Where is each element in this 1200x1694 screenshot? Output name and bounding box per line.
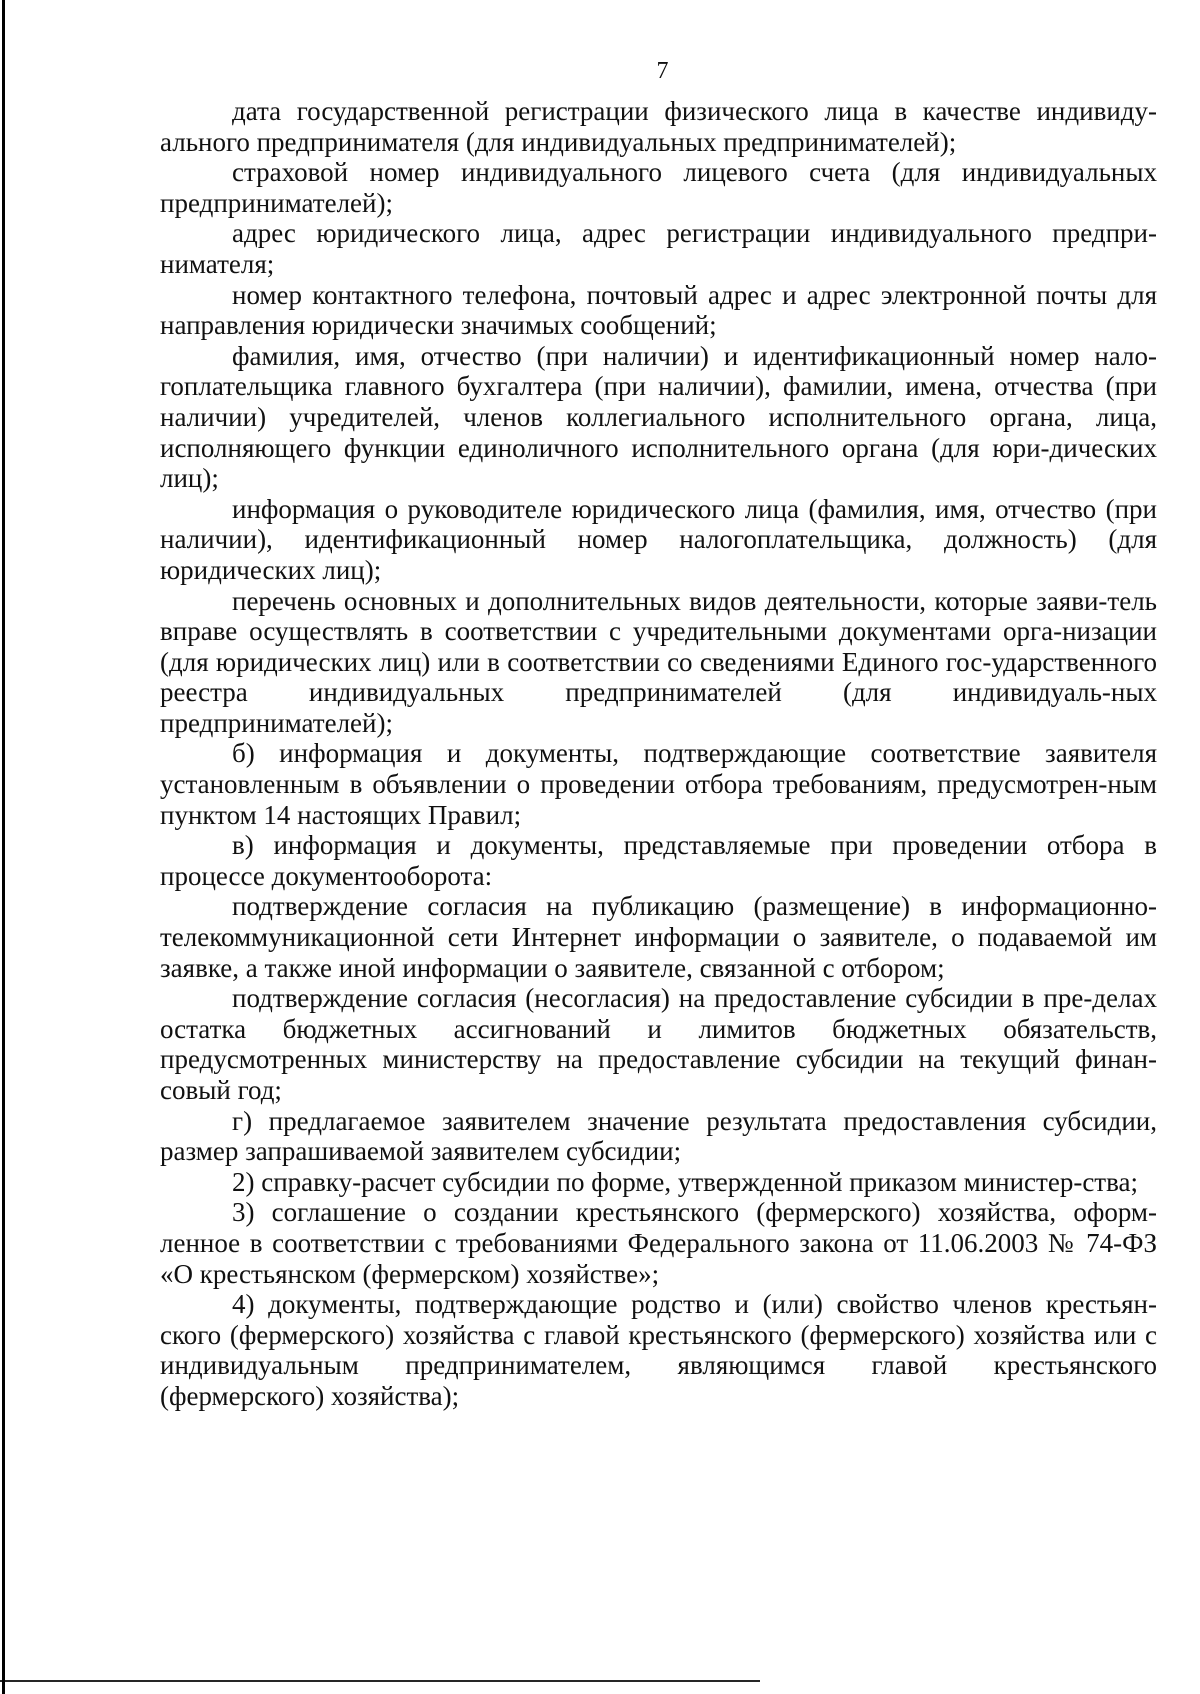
scan-edge-left [2,0,5,1694]
paragraph-address: адрес юридического лица, адрес регистрации индивидуального предпри-нимателя; [160,218,1157,279]
page-number: 7 [656,58,669,84]
paragraph-publication-consent: подтверждение согласия на публикацию (размещение) в информационно-телекоммуникационной сети Интернет информации о заявителе, о подаваемой им заявке, а также иной информации о заявителе, связанной с отбором; [160,891,1157,983]
paragraph-item-4: 4) документы, подтверждающие родство и (или) свойство членов крестьян-ского (фермерского) хозяйства с главой крестьянского (фермерского) хозяйства или с индивидуальным предпринимателем, являющимся главой крестьянского (фермерского) хозяйства); [160,1289,1157,1411]
paragraph-head-info: информация о руководителе юридического лица (фамилия, имя, отчество (при наличии), идентификационный номер налогоплательщика, должность) (для юридических лиц); [160,493,1157,585]
paragraph-chief-accountant: фамилия, имя, отчество (при наличии) и идентификационный номер нало-гоплательщика главного бухгалтера (при наличии), фамилии, имена, отчества (при наличии) учредителей, членов коллегиального исполнительного органа, лица, исполняющего функции единоличного исполнительного органа (для юри-дических лиц); [160,340,1157,494]
scan-edge-bottom [0,1680,760,1682]
paragraph-item-3: 3) соглашение о создании крестьянского (фермерского) хозяйства, оформ-ленное в соответствии с требованиями Федерального закона от 11.06.2003 № 74-ФЗ «О крестьянском (фермерском) хозяйстве»; [160,1197,1157,1289]
paragraph-contacts: номер контактного телефона, почтовый адрес и адрес электронной почты для направления юридически значимых сообщений; [160,279,1157,341]
paragraph-subsidy-consent: подтверждение согласия (несогласия) на предоставление субсидии в пре-делах остатка бюджетных ассигнований и лимитов бюджетных обязательств, предусмотренных министерству на предоставление субсидии на текущий финан-совый год; [160,983,1157,1105]
paragraph-activities: перечень основных и дополнительных видов деятельности, которые заяви-тель вправе осуществлять в соответствии с учредительными документами орга-низации (для юридических лиц) или в соответствии со сведениями Единого гос-ударственного реестра индивидуальных предпринимателей (для индивидуаль-ных предпринимателей); [160,585,1157,738]
paragraph-insurance-number: страховой номер индивидуального лицевого счета (для индивидуальных предпринимателей); [160,157,1157,218]
document-body [160,96,1157,1412]
paragraph-registration-date: дата государственной регистрации физического лица в качестве индивиду-ального предпринимателя (для индивидуальных предпринимателей); [160,96,1157,157]
paragraph-item-2: 2) справку-расчет субсидии по форме, утвержденной приказом министер-ства; [232,1166,1138,1197]
paragraph-item-g: г) предлагаемое заявителем значение результата предоставления субсидии, размер запрашиваемой заявителем субсидии; [160,1105,1157,1167]
paragraph-item-v: в) информация и документы, представляемые при проведении отбора в процессе документооборота: [160,830,1157,891]
paragraph-item-b: б) информация и документы, подтверждающие соответствие заявителя установленным в объявлении о проведении отбора требованиям, предусмотрен-ным пунктом 14 настоящих Правил; [160,738,1157,830]
